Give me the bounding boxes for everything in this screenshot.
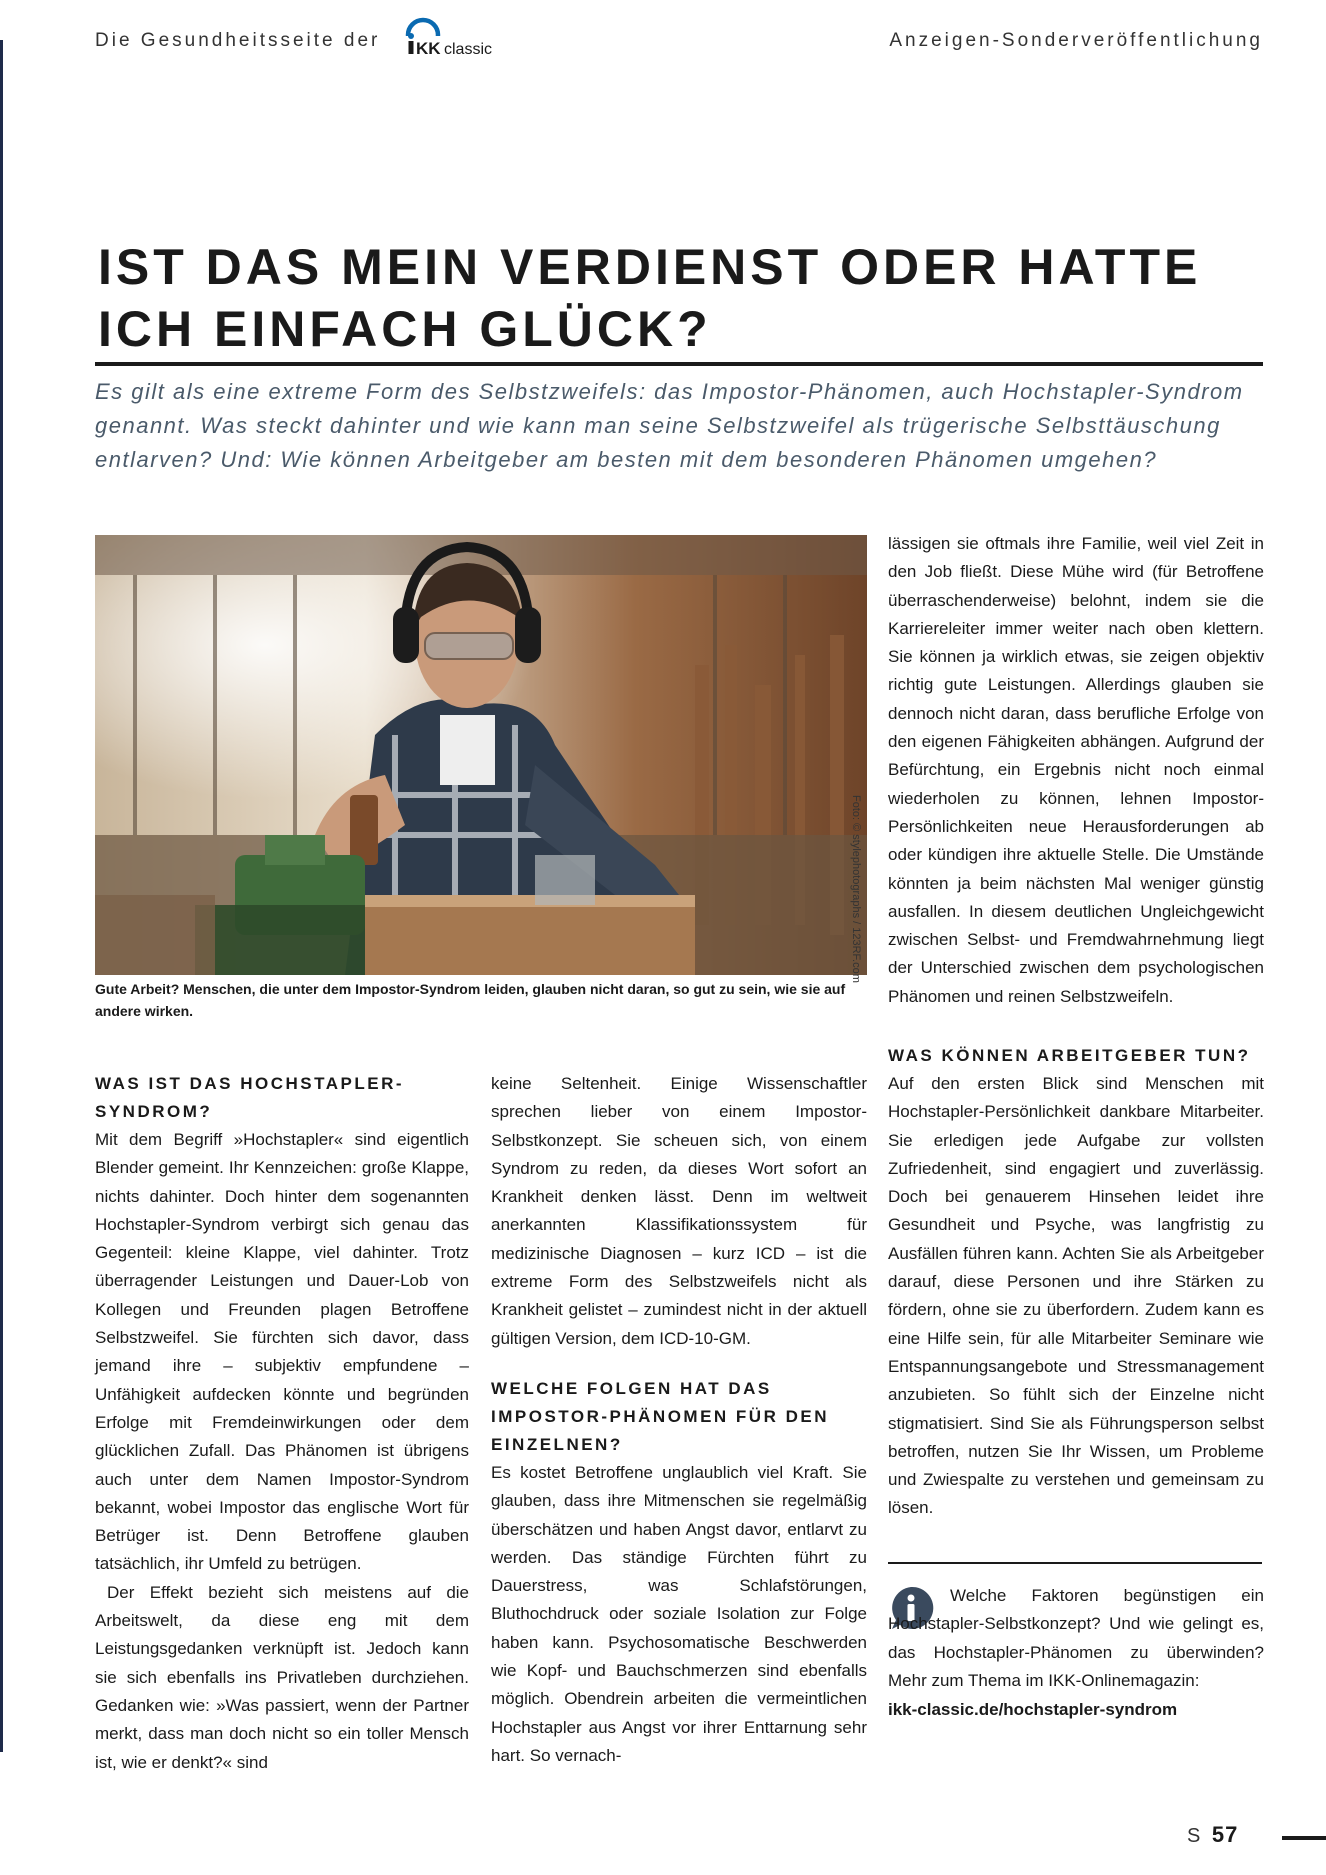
column-2 [491, 1070, 867, 1770]
article-lead: Es gilt als eine extreme Form des Selbstzweifels: das Impostor-Phänomen, auch Hochstapler-Syndrom genannt. Was steckt dahinter und wie kann man seine Selbstzweifel als trügerische Selbsttäuschung entlarven? Und: Wie können Arbeitgeber am besten mit dem besonderen Phänomen umgehen? [95, 379, 1244, 472]
svg-text:classic: classic [444, 41, 493, 58]
column-3-top [888, 530, 1264, 1011]
title-rule [95, 362, 1263, 366]
section-heading-employers: WAS KÖNNEN ARBEITGEBER TUN? [888, 1046, 1251, 1065]
page-number [1187, 1822, 1238, 1848]
header-section-label: Anzeigen-Sonderveröffentlichung [889, 30, 1263, 51]
paragraph: keine Seltenheit. Einige Wissenschaftler sprechen lieber von einem Impostor-Selbstkonzept. Sie scheuen sich, von einem Syndrom zu reden, da dieses Wort sofort an Krankheit denken lässt. Denn im weltweit anerkannten Klassifikationssystem für medizinische Diagnosen – kurz ICD – ist die extreme Form des Selbstzweifels nicht als Krankheit gelistet – zumindest nicht in der aktuell gültigen Version, dem ICD-10-GM. [491, 1074, 867, 1348]
column-3-bottom [888, 1042, 1264, 1523]
page-prefix: S [1187, 1825, 1204, 1847]
column-1 [95, 1070, 469, 1777]
paragraph: lässigen sie oftmals ihre Familie, weil viel Zeit in den Job fließt. Diese Mühe wird (für Betroffene überraschenderweise) belohnt, indem sie die Karriereleiter immer weiter nach oben klettern. Sie können ja wirklich etwas, sie zeigen objektiv richtig gute Leistungen. Allerdings glauben sie dennoch nicht daran, dass berufliche Erfolge von den eigenen Fähigkeiten abhängen. Aufgrund der Befürchtung, ein Ergebnis nicht noch einmal wiederholen zu können, lehnen Impostor-Persönlichkeiten neue Herausforderungen ab oder kündigen ihre aktuelle Stelle. Die Umstände könnten ja beim nächsten Mal weniger günstig ausfallen. In diesem deutlichen Ungleichgewicht zwischen Selbst- und Fremdwahrnehmung liegt der Unterschied zwischen dem psychologischen Phänomen und reinen Selbstzweifeln. [888, 534, 1264, 1006]
ikk-classic-logo [402, 16, 512, 60]
paragraph: Auf den ersten Blick sind Menschen mit Hochstapler-Persönlichkeit dankbare Mitarbeiter. Sie erledigen jede Aufgabe zur vollsten Zufriedenheit, sind engagiert und zuverlässig. Doch bei genauerem Hinsehen leidet ihre Gesundheit und Psyche, was langfristig zu Ausfällen führen kann. Achten Sie als Arbeitgeber darauf, diese Personen und ihre Stärken zu fördern, ohne sie zu überfordern. Zudem kann es eine Hilfe sein, für alle Mitarbeiter Seminare wie Entspannungsangebote und Stressmanagement anzubieten. So fühlt sich der Einzelne nicht stigmatisiert. Sind Sie als Führungsperson selbst betroffen, nutzen Sie Ihr Wissen, um Probleme und Zwiespalte zu verstehen und gemeinsam zu lösen. [888, 1074, 1264, 1518]
paragraph: Mit dem Begriff »Hochstapler« sind eigentlich Blender gemeint. Ihr Kennzeichen: große Klappe, nichts dahinter. Doch hinter dem sogenannten Hochstapler-Syndrom verbirgt sich genau das Gegenteil: kleine Klappe, viel dahinter. Trotz überragender Leistungen und Dauer-Lob von Kollegen und Freunden plagen Betroffene Selbstzweifel. Sie fürchten sich davor, dass jemand ihre – subjektiv empfundene – Unfähigkeit aufdecken könnte und begründen Erfolge mit Fremdeinwirkungen oder dem glücklichen Zufall. Das Phänomen ist übrigens auch unter dem Namen Impostor-Syndrom bekannt, wobei Impostor das englische Wort für Betrüger ist. Denn Betroffene glauben tatsächlich, ihr Umfeld zu betrügen. [95, 1130, 469, 1574]
page-number-value: 57 [1211, 1822, 1239, 1847]
infobox-text: Welche Faktoren begünstigen ein Hochstapler-Selbstkonzept? Und wie gelingt es, das Hochstapler-Phänomen zu überwinden? Mehr zum Thema im IKK-Onlinemagazin: [888, 1586, 1264, 1690]
section-heading-consequences: WELCHE FOLGEN HAT DAS IMPOSTOR-PHÄNOMEN FÜR DEN EINZELNEN? [491, 1378, 829, 1454]
header-tagline: Die Gesundheitsseite der [95, 30, 381, 51]
paragraph: Der Effekt bezieht sich meistens auf die Arbeitswelt, da diese eng mit dem Leistungsgedanken verknüpft ist. Jedoch kann sie sich ebenfalls ins Privatleben durchziehen. Gedanken wie: »Was passiert, wenn der Partner merkt, dass man doch nicht so ein toller Mensch ist, wie er denkt?« sind [95, 1582, 469, 1772]
photo-caption: Gute Arbeit? Menschen, die unter dem Impostor-Syndrom leiden, glauben nicht daran, so gut zu sein, wie sie auf andere wirken. [95, 981, 846, 1019]
article-title: IST DAS MEIN VERDIENST ODER HATTE ICH EINFACH GLÜCK? [98, 239, 1202, 357]
page-rule [1282, 1836, 1326, 1840]
section-heading-syndrome: WAS IST DAS HOCHSTAPLER-SYNDROM? [95, 1074, 405, 1121]
svg-text:KK: KK [416, 39, 441, 58]
infobox-link[interactable]: ikk-classic.de/hochstapler-syndrom [888, 1700, 1178, 1719]
left-edge-bar [0, 40, 3, 1752]
paragraph: Es kostet Betroffene unglaublich viel Kraft. Sie glauben, dass ihre Mitmenschen sie regelmäßig überschätzen und haben Angst davor, entlarvt zu werden. Das ständige Fürchten führt zu Dauerstress, was Schlafstörungen, Bluthochdruck oder soziale Isolation zur Folge haben kann. Psychosomatische Beschwerden wie Kopf- und Bauchschmerzen sind ebenfalls möglich. Obendrein arbeiten die vermeintlichen Hochstapler aus Angst vor ihrer Enttarnung sehr hart. So vernach- [491, 1462, 867, 1765]
infobox-rule [888, 1562, 1262, 1564]
article-photo [95, 535, 867, 975]
